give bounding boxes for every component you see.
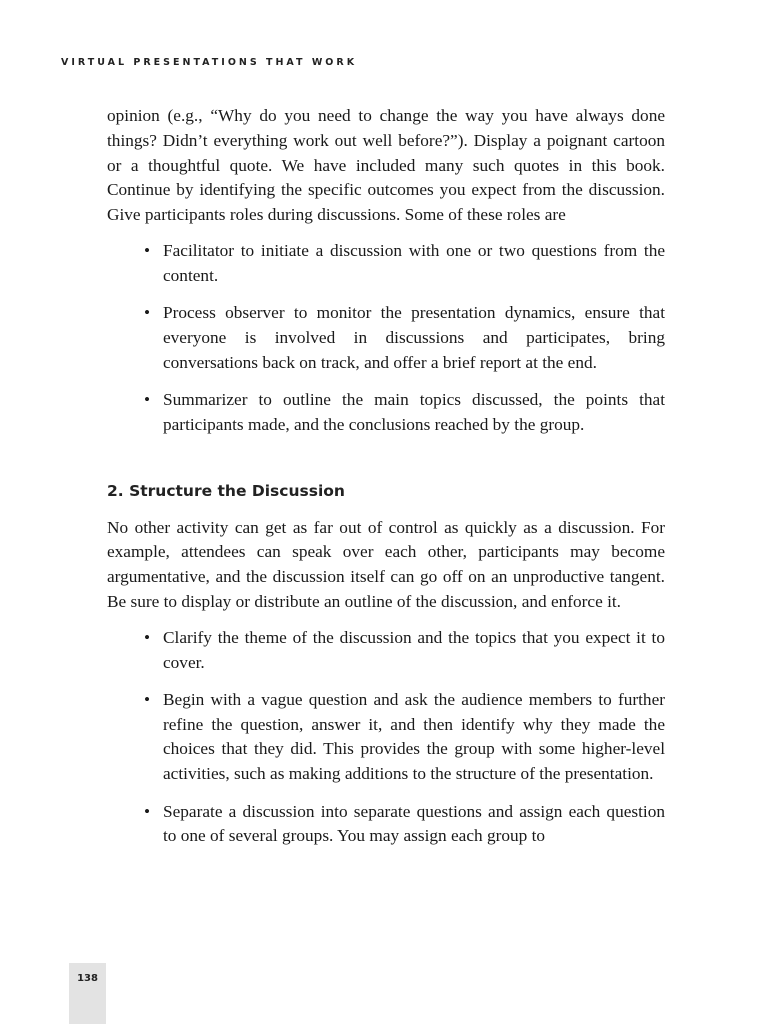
page-number-tab xyxy=(69,963,106,1024)
list-item: • Begin with a vague question and ask the audience members to further refine the question, answer it, and then identify why they made the choices that they did. This provides the group with some higher-level activities, such as making additions to the structure of the presentation. xyxy=(163,688,665,787)
discussion-tips-list xyxy=(107,626,665,849)
page-number: 138 xyxy=(77,973,98,984)
list-item: • Clarify the theme of the discussion and the topics that you expect it to cover. xyxy=(163,626,665,676)
section-heading: 2. Structure the Discussion xyxy=(107,481,345,500)
section-paragraph: No other activity can get as far out of control as quickly as a discussion. For example, attendees can speak over each other, participants may become argumentative, and the discussion itself can go off on an unproductive tangent. Be sure to display or distribute an outline of the discussion, and enforce it. xyxy=(107,517,665,611)
intro-paragraph: opinion (e.g., “Why do you need to change the way you have always done things? Didn’t everything work out well before?”). Display a poignant cartoon or a thoughtful quote. We have included many such quotes in this book. Continue by identifying the specific outcomes you expect from the discussion. Give participants roles during discussions. Some of these roles are xyxy=(107,106,665,225)
list-item: • Summarizer to outline the main topics discussed, the points that participants made, and the conclusions reached by the group. xyxy=(163,388,665,438)
running-header: VIRTUAL PRESENTATIONS THAT WORK xyxy=(61,57,358,68)
list-item: • Separate a discussion into separate questions and assign each question to one of several groups. You may assign each group to xyxy=(163,800,665,850)
list-item: • Process observer to monitor the presentation dynamics, ensure that everyone is involved in discussions and participates, bring conversations back on track, and offer a brief report at the end. xyxy=(163,301,665,375)
list-item: • Facilitator to initiate a discussion with one or two questions from the content. xyxy=(163,239,665,289)
roles-list xyxy=(107,239,665,438)
page-body xyxy=(107,104,665,849)
